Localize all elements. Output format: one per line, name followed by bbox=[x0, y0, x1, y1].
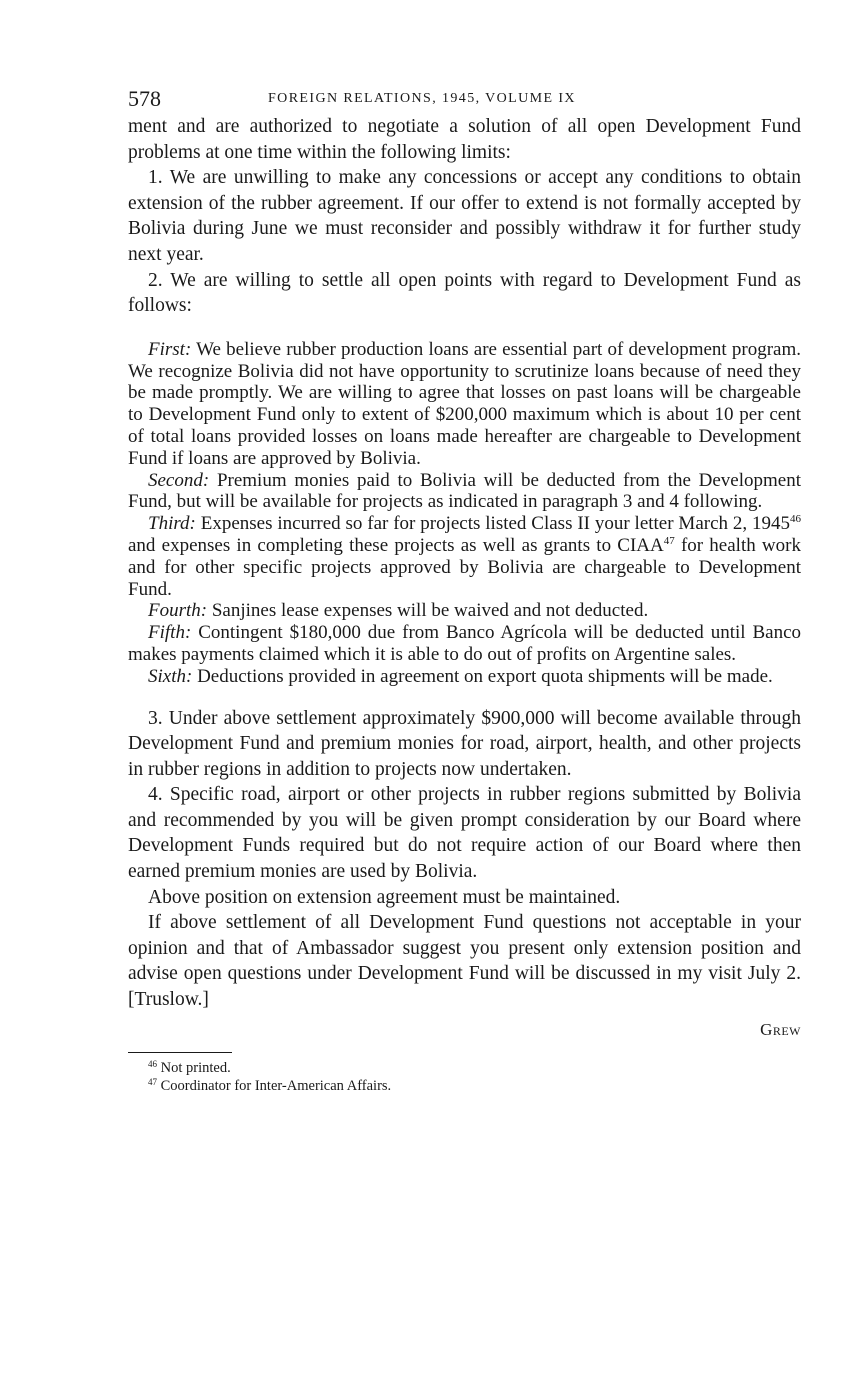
point-third bbox=[128, 513, 801, 600]
point-fifth-label: Fifth: bbox=[148, 622, 192, 644]
point-second bbox=[128, 470, 801, 514]
main-text bbox=[128, 114, 801, 319]
footnote-47 bbox=[148, 1077, 801, 1095]
closing-text bbox=[128, 706, 801, 1013]
paragraph-6: If above settlement of all Development Fund questions not acceptable in your opinion and that of Ambassador suggest you present only extension position and advise open questions under Development Fund will be discussed in my visit July 2. [Truslow.] bbox=[128, 912, 801, 1011]
footnote-ref-47: 47 bbox=[663, 534, 675, 547]
footnote-divider bbox=[128, 1052, 232, 1053]
signature: Grew bbox=[760, 1019, 801, 1039]
paragraph-1: 1. We are unwilling to make any concessions or accept any conditions to obtain extension of the rubber agreement. If our offer to extend is not formally accepted by Bolivia during June we must reconsider and possibly withdraw it for further study next year. bbox=[128, 167, 801, 265]
page-header bbox=[128, 84, 801, 114]
point-second-text: Premium monies paid to Bolivia will be deducted from the Development Fund, but will be available for projects as indicated in paragraph 3 and 4 following. bbox=[128, 469, 801, 513]
paragraph-5: Above position on extension agreement must be maintained. bbox=[148, 886, 621, 908]
settlement-points bbox=[128, 339, 801, 688]
intro-paragraph: ment and are authorized to negotiate a solution of all open Development Fund problems at one time within the following limits: bbox=[128, 116, 801, 163]
point-sixth-text: Deductions provided in agreement on export quota shipments will be made. bbox=[192, 665, 773, 687]
point-sixth-label: Sixth: bbox=[148, 665, 193, 687]
footnote-mark: 47 bbox=[148, 1076, 157, 1087]
paragraph-4: 4. Specific road, airport or other projects in rubber regions submitted by Bolivia and recommended by you will be given prompt consideration by our Board where Development Funds required but do not require action of our Board where then earned premium monies are used by Bolivia. bbox=[128, 784, 801, 883]
point-fourth-label: Fourth: bbox=[148, 600, 208, 622]
footnote-text: Not printed. bbox=[160, 1059, 231, 1076]
point-sixth bbox=[128, 666, 801, 688]
paragraph-3: 3. Under above settlement approximately $900,000 will become available through Development Fund and premium monies for road, airport, health, and other projects in rubber regions in addition to projects now undertaken. bbox=[128, 707, 801, 780]
point-first bbox=[128, 339, 801, 470]
footnote-46 bbox=[148, 1059, 801, 1077]
footnote-ref-46: 46 bbox=[790, 513, 801, 526]
document-page bbox=[128, 84, 801, 1095]
paragraph-2: 2. We are willing to settle all open points with regard to Development Fund as follows: bbox=[128, 269, 801, 317]
page-number: 578 bbox=[128, 86, 161, 111]
point-fourth-text: Sanjines lease expenses will be waived and not deducted. bbox=[207, 600, 649, 622]
footnote-mark: 46 bbox=[148, 1058, 157, 1069]
point-second-label: Second: bbox=[148, 469, 210, 491]
point-first-text: We believe rubber production loans are essential part of development program. We recognize Bolivia did not have opportunity to scrutinize loans because of need they be made promptly. We are willing to agree that losses on past loans will be chargeable to Development Fund only to extent of $200,000 maximum which is about 10 per cent of total loans provided losses on loans made hereafter are chargeable to Development Fund if loans are approved by Bolivia. bbox=[128, 338, 801, 469]
point-fifth-text: Contingent $180,000 due from Banco Agrícola will be deducted until Banco makes payments claimed which it is able to do out of profits on Argentine sales. bbox=[128, 622, 801, 665]
point-third-label: Third: bbox=[148, 513, 196, 535]
point-fifth bbox=[128, 622, 801, 666]
point-third-text-b: and expenses in completing these projects as well as grants to CIAA bbox=[128, 534, 664, 556]
point-third-text-c: for health work and for other specific projects approved by Bolivia are chargeable to Development Fund. bbox=[128, 534, 801, 600]
point-third-text-a: Expenses incurred so far for projects listed Class II your letter March 2, 1945 bbox=[195, 513, 790, 535]
running-head: FOREIGN RELATIONS, 1945, VOLUME IX bbox=[268, 91, 576, 106]
footnote-text: Coordinator for Inter-American Affairs. bbox=[160, 1077, 392, 1094]
footnotes bbox=[128, 1059, 801, 1095]
point-fourth bbox=[128, 600, 801, 622]
point-first-label: First: bbox=[148, 338, 192, 360]
